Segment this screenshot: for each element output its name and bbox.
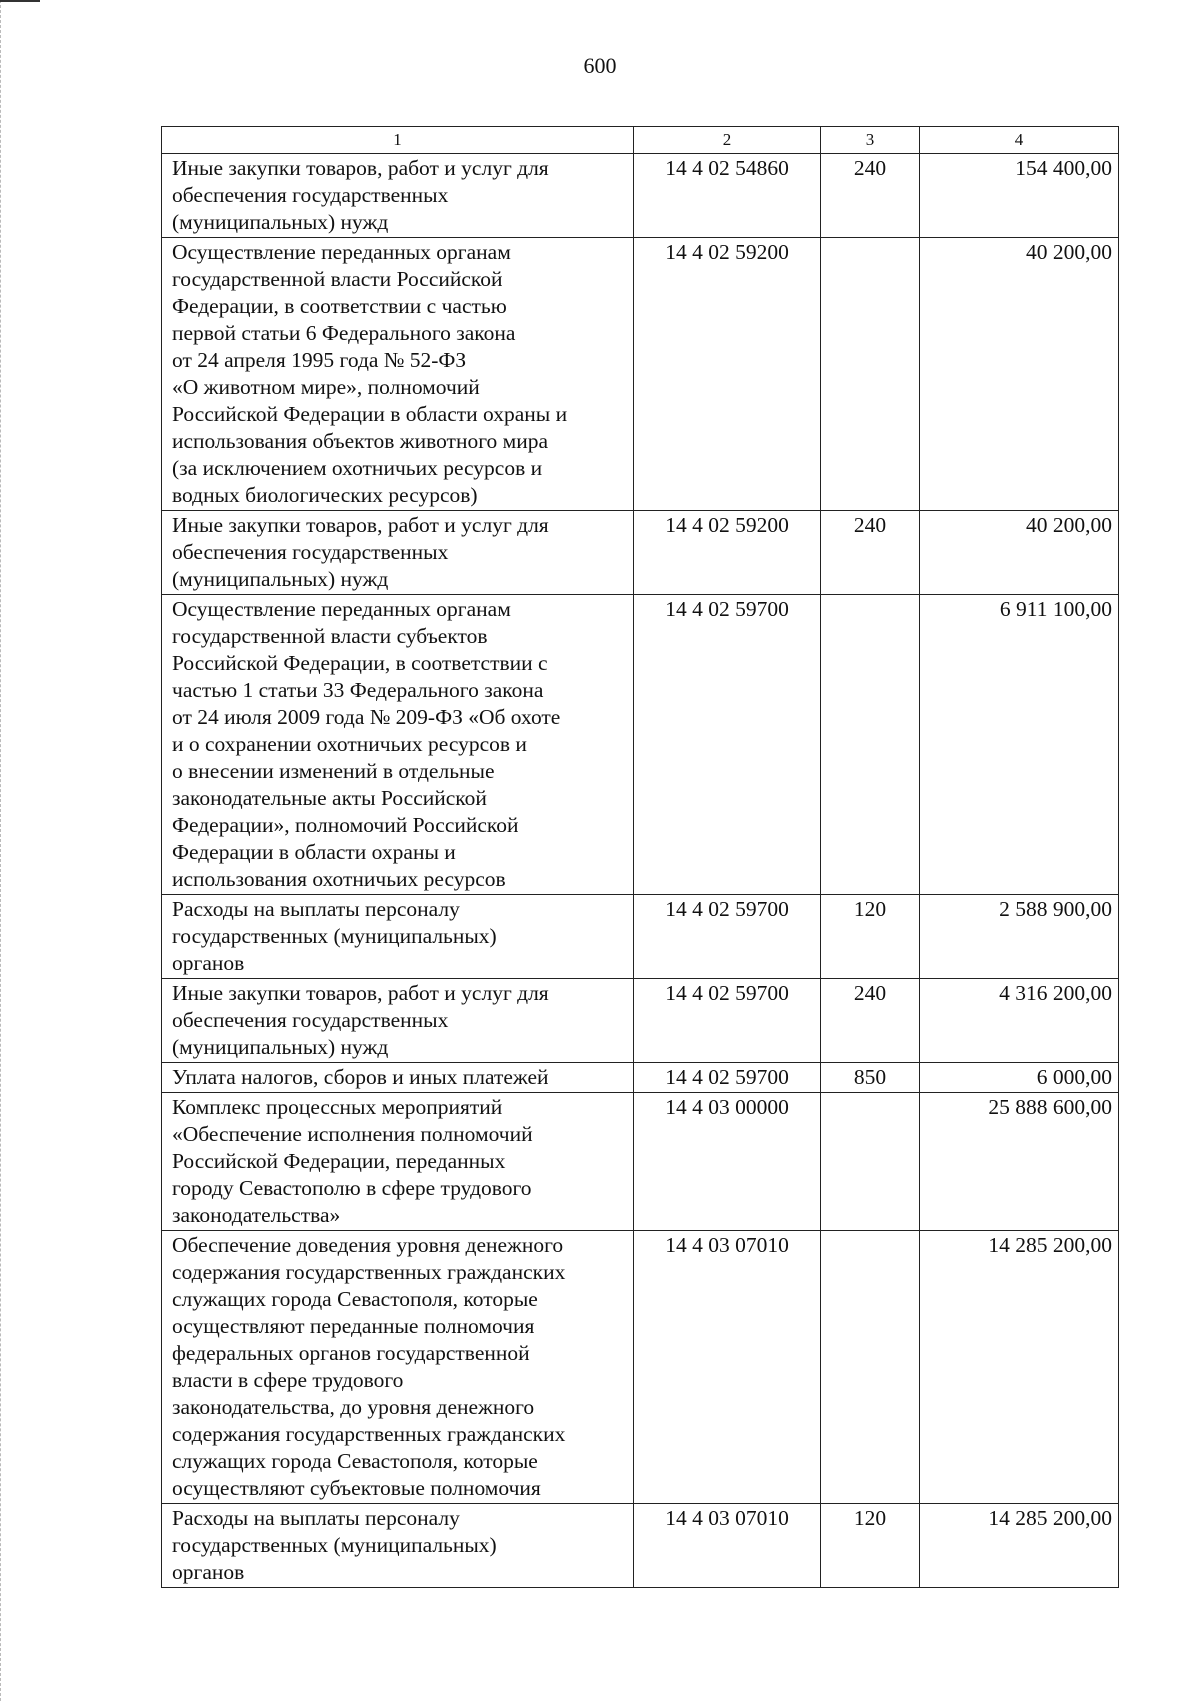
cell-amount: 14 285 200,00	[920, 1231, 1119, 1504]
description-line: Осуществление переданных органам	[172, 597, 511, 621]
cell-description	[162, 238, 634, 511]
description-line: первой статьи 6 Федерального закона	[172, 321, 516, 345]
cell-amount: 6 911 100,00	[920, 595, 1119, 895]
scan-left-edge	[0, 0, 3, 1701]
cell-amount: 25 888 600,00	[920, 1093, 1119, 1231]
cell-description	[162, 595, 634, 895]
cell-description	[162, 511, 634, 595]
cell-description	[162, 1504, 634, 1588]
cell-expense-type: 240	[821, 154, 920, 238]
description-line: (муниципальных) нужд	[172, 1035, 389, 1059]
description-line: от 24 апреля 1995 года № 52-ФЗ	[172, 348, 467, 372]
description-line: от 24 июля 2009 года № 209-ФЗ «Об охоте	[172, 705, 561, 729]
table-row	[162, 895, 1119, 979]
description-line: осуществляют переданные полномочия	[172, 1314, 535, 1338]
header-col-1: 1	[162, 127, 634, 154]
cell-description	[162, 979, 634, 1063]
description-line: Иные закупки товаров, работ и услуг для	[172, 981, 549, 1005]
description-line: (муниципальных) нужд	[172, 210, 389, 234]
description-line: обеспечения государственных	[172, 540, 449, 564]
table-header-row	[162, 127, 1119, 154]
cell-expense-type: 850	[821, 1063, 920, 1093]
description-line: водных биологических ресурсов)	[172, 483, 478, 507]
description-line: Комплекс процессных мероприятий	[172, 1095, 503, 1119]
description-line: власти в сфере трудового	[172, 1368, 404, 1392]
description-line: и о сохранении охотничьих ресурсов и	[172, 732, 527, 756]
description-line: государственных (муниципальных)	[172, 924, 497, 948]
description-line: государственных (муниципальных)	[172, 1533, 497, 1557]
description-line: (за исключением охотничьих ресурсов и	[172, 456, 543, 480]
table-row	[162, 595, 1119, 895]
description-line: городу Севастополю в сфере трудового	[172, 1176, 532, 1200]
scan-corner-mark	[0, 0, 40, 5]
description-line: служащих города Севастополя, которые	[172, 1449, 538, 1473]
description-line: Российской Федерации в области охраны и	[172, 402, 568, 426]
description-line: Осуществление переданных органам	[172, 240, 511, 264]
budget-table	[161, 126, 1119, 1588]
description-line: государственной власти Российской	[172, 267, 503, 291]
cell-target-code: 14 4 03 00000	[634, 1093, 821, 1231]
description-line: содержания государственных гражданских	[172, 1422, 566, 1446]
table-row	[162, 1093, 1119, 1231]
cell-description	[162, 154, 634, 238]
description-line: законодательства»	[172, 1203, 341, 1227]
description-line: обеспечения государственных	[172, 183, 449, 207]
description-line: Иные закупки товаров, работ и услуг для	[172, 156, 549, 180]
description-line: Федерации», полномочий Российской	[172, 813, 519, 837]
description-line: использования охотничьих ресурсов	[172, 867, 506, 891]
description-line: использования объектов животного мира	[172, 429, 549, 453]
description-line: государственной власти субъектов	[172, 624, 488, 648]
description-line: Федерации, в соответствии с частью	[172, 294, 507, 318]
cell-target-code: 14 4 02 59200	[634, 238, 821, 511]
description-line: обеспечения государственных	[172, 1008, 449, 1032]
table-row	[162, 1504, 1119, 1588]
description-line: осуществляют субъектовые полномочия	[172, 1476, 541, 1500]
cell-target-code: 14 4 02 59700	[634, 895, 821, 979]
description-line: Уплата налогов, сборов и иных платежей	[172, 1065, 549, 1089]
cell-target-code: 14 4 03 07010	[634, 1231, 821, 1504]
table-row	[162, 1063, 1119, 1093]
cell-description	[162, 1063, 634, 1093]
cell-expense-type	[821, 1093, 920, 1231]
cell-expense-type: 240	[821, 979, 920, 1063]
description-line: органов	[172, 1560, 245, 1584]
description-line: Российской Федерации, переданных	[172, 1149, 506, 1173]
description-line: частью 1 статьи 33 Федерального закона	[172, 678, 544, 702]
cell-amount: 40 200,00	[920, 238, 1119, 511]
cell-expense-type	[821, 238, 920, 511]
header-col-2: 2	[634, 127, 821, 154]
table-row	[162, 511, 1119, 595]
cell-amount: 40 200,00	[920, 511, 1119, 595]
cell-target-code: 14 4 03 07010	[634, 1504, 821, 1588]
table-row	[162, 979, 1119, 1063]
description-line: служащих города Севастополя, которые	[172, 1287, 538, 1311]
description-line: органов	[172, 951, 245, 975]
description-line: Иные закупки товаров, работ и услуг для	[172, 513, 549, 537]
description-line: «Обеспечение исполнения полномочий	[172, 1122, 533, 1146]
description-line: Расходы на выплаты персоналу	[172, 897, 460, 921]
cell-target-code: 14 4 02 59700	[634, 1063, 821, 1093]
cell-expense-type: 240	[821, 511, 920, 595]
cell-target-code: 14 4 02 54860	[634, 154, 821, 238]
cell-description	[162, 895, 634, 979]
cell-amount: 14 285 200,00	[920, 1504, 1119, 1588]
cell-target-code: 14 4 02 59700	[634, 595, 821, 895]
description-line: Расходы на выплаты персоналу	[172, 1506, 460, 1530]
cell-amount: 6 000,00	[920, 1063, 1119, 1093]
cell-description	[162, 1231, 634, 1504]
cell-expense-type: 120	[821, 895, 920, 979]
description-line: Обеспечение доведения уровня денежного	[172, 1233, 564, 1257]
cell-description	[162, 1093, 634, 1231]
description-line: «О животном мире», полномочий	[172, 375, 480, 399]
description-line: о внесении изменений в отдельные	[172, 759, 495, 783]
description-line: законодательные акты Российской	[172, 786, 487, 810]
page-number: 600	[583, 53, 617, 78]
description-line: Российской Федерации, в соответствии с	[172, 651, 548, 675]
table-body	[162, 154, 1119, 1588]
table-row	[162, 154, 1119, 238]
cell-amount: 154 400,00	[920, 154, 1119, 238]
header-col-4: 4	[920, 127, 1119, 154]
description-line: (муниципальных) нужд	[172, 567, 389, 591]
cell-target-code: 14 4 02 59700	[634, 979, 821, 1063]
description-line: законодательства, до уровня денежного	[172, 1395, 535, 1419]
cell-target-code: 14 4 02 59200	[634, 511, 821, 595]
description-line: федеральных органов государственной	[172, 1341, 530, 1365]
cell-expense-type	[821, 595, 920, 895]
header-col-3: 3	[821, 127, 920, 154]
cell-expense-type: 120	[821, 1504, 920, 1588]
description-line: Федерации в области охраны и	[172, 840, 456, 864]
cell-amount: 4 316 200,00	[920, 979, 1119, 1063]
cell-expense-type	[821, 1231, 920, 1504]
description-line: содержания государственных гражданских	[172, 1260, 566, 1284]
table-row	[162, 238, 1119, 511]
cell-amount: 2 588 900,00	[920, 895, 1119, 979]
table-row	[162, 1231, 1119, 1504]
